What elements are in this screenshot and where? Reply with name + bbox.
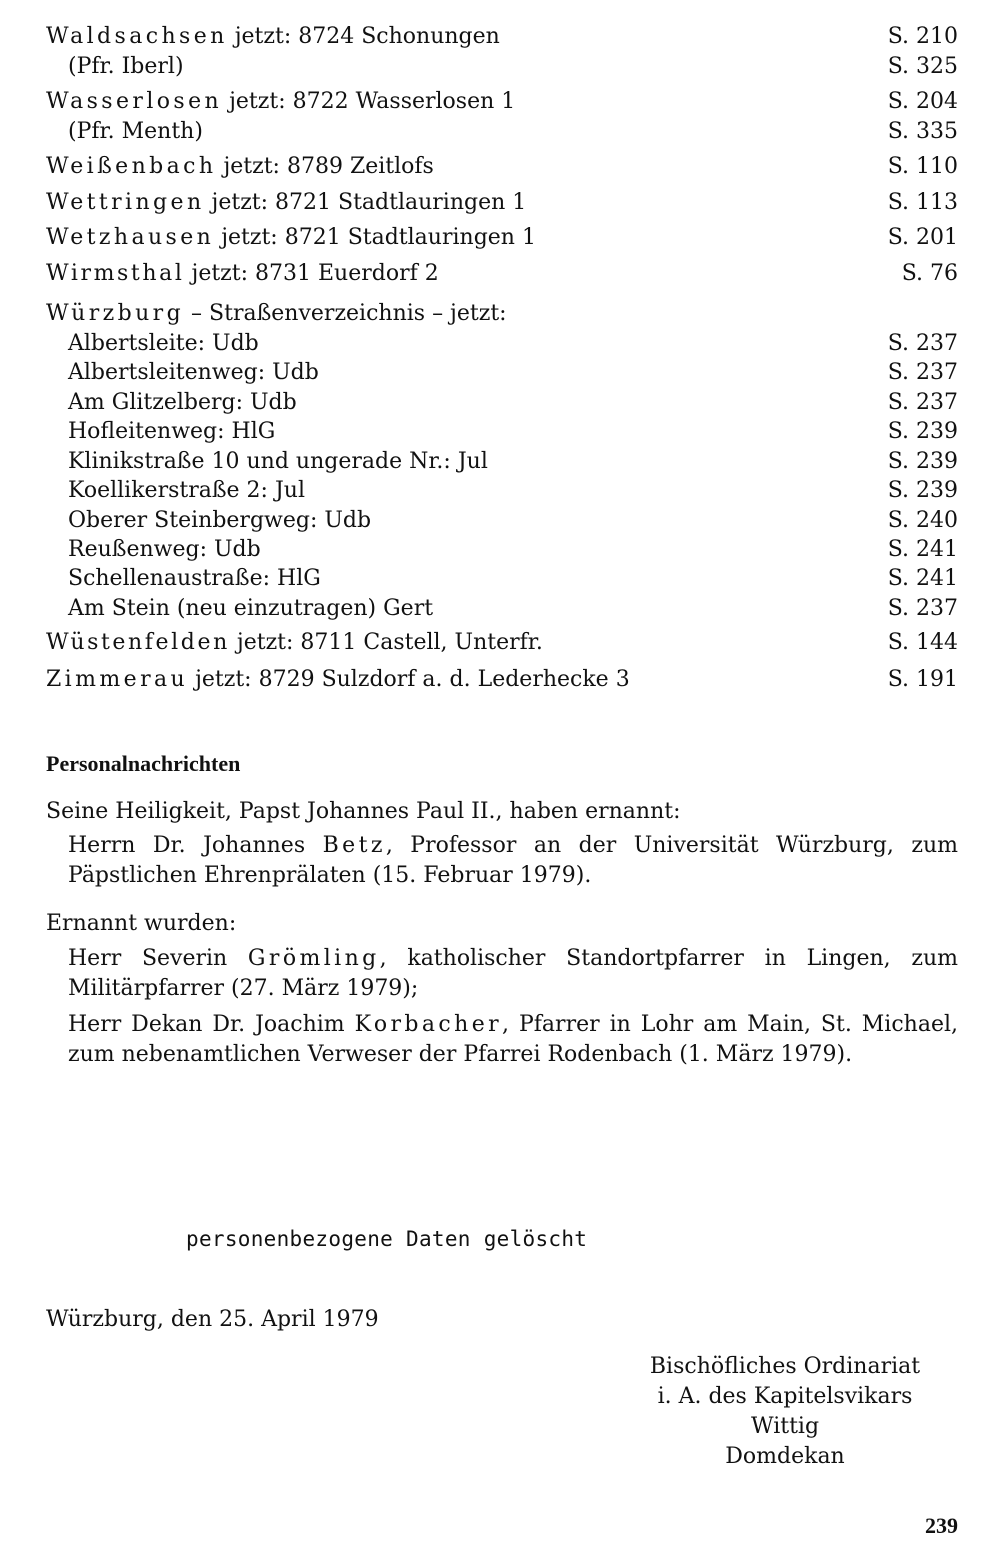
page-reference: S. 144 [887, 630, 958, 655]
appointments-intro: Ernannt wurden: [46, 911, 237, 936]
index-row [68, 476, 958, 506]
appointment-korbacher: Herr Dekan Dr. Joachim Korbacher, Pfarrer in Lohr am Main, St. Michael, zum nebenamtlichen Verweser der Pfarrei Rodenbach (1. März 1979). [68, 1012, 958, 1067]
index-row [68, 564, 958, 594]
page-reference: S. 113 [887, 190, 958, 215]
index-entry: Zimmerau jetzt: 8729 Sulzdorf a. d. Lederhecke 3 [46, 667, 630, 692]
index-entry: Am Glitzelberg: Udb [68, 390, 297, 415]
page-reference: S. 237 [887, 390, 958, 415]
index-row [46, 223, 958, 253]
index-entry: (Pfr. Iberl) [68, 54, 184, 79]
index-entry: (Pfr. Menth) [68, 119, 203, 144]
index-entry: Oberer Steinbergweg: Udb [68, 508, 372, 533]
index-entry: Wetzhausen jetzt: 8721 Stadtlauringen 1 [46, 225, 536, 250]
index-row [68, 52, 958, 82]
index-row [46, 299, 958, 329]
index-row [68, 117, 958, 147]
page-reference: S. 335 [887, 119, 958, 144]
page-number: 239 [925, 1513, 958, 1538]
index-row [46, 152, 958, 182]
index-entry: Waldsachsen jetzt: 8724 Schonungen [46, 24, 500, 49]
appointment-groemling: Herr Severin Grömling, katholischer Standortpfarrer in Lingen, zum Militärpfarrer (27. März 1979); [68, 946, 958, 1001]
index-entry: Reußenweg: Udb [68, 537, 261, 562]
page-reference: S. 110 [887, 154, 958, 179]
page-reference: S. 241 [887, 537, 958, 562]
page-reference: S. 237 [887, 360, 958, 385]
index-entry: Wasserlosen jetzt: 8722 Wasserlosen 1 [46, 89, 516, 114]
redaction-note: personenbezogene Daten gelöscht [186, 1227, 588, 1251]
page-reference: S. 239 [887, 478, 958, 503]
index-entry: Schellenaustraße: HlG [68, 566, 321, 591]
index-row [68, 358, 958, 388]
signature-line: i. A. des Kapitelsvikars [657, 1384, 913, 1409]
signature-line: Bischöfliches Ordinariat [649, 1354, 921, 1379]
signature-line: Wittig [750, 1414, 820, 1439]
index-entry: Wettringen jetzt: 8721 Stadtlauringen 1 [46, 190, 527, 215]
dateline: Würzburg, den 25. April 1979 [46, 1307, 379, 1332]
page-reference: S. 76 [901, 261, 958, 286]
index-row [68, 594, 958, 624]
page-reference: S. 237 [887, 596, 958, 621]
index-row [68, 417, 958, 447]
index-entry: Am Stein (neu einzutragen) Gert [68, 596, 434, 621]
page-reference: S. 210 [887, 24, 958, 49]
index-row [68, 506, 958, 536]
signature-line: Domdekan [725, 1444, 845, 1469]
index-row [68, 535, 958, 565]
index-row [68, 388, 958, 418]
index-row [68, 447, 958, 477]
index-row [46, 665, 958, 695]
index-entry: Hofleitenweg: HlG [68, 419, 276, 444]
index-row [46, 188, 958, 218]
signature-block [620, 1352, 950, 1472]
papal-appointment-intro: Seine Heiligkeit, Papst Johannes Paul II., haben ernannt: [46, 799, 681, 824]
index-row [46, 628, 958, 658]
page-reference: S. 239 [887, 419, 958, 444]
page-reference: S. 237 [887, 331, 958, 356]
page-reference: S. 325 [887, 54, 958, 79]
page-reference: S. 239 [887, 449, 958, 474]
index-row [68, 329, 958, 359]
section-heading: Personalnachrichten [46, 751, 241, 776]
index-entry: Koellikerstraße 2: Jul [68, 478, 305, 503]
appointment-betz: Herrn Dr. Johannes Betz, Professor an der Universität Würzburg, zum Päpstlichen Ehrenprälaten (15. Februar 1979). [68, 833, 958, 888]
page-reference: S. 191 [887, 667, 958, 692]
index-entry: Weißenbach jetzt: 8789 Zeitlofs [46, 154, 434, 179]
index-row [46, 259, 958, 289]
index-entry: Klinikstraße 10 und ungerade Nr.: Jul [68, 449, 488, 474]
page-reference: S. 240 [887, 508, 958, 533]
page-reference: S. 241 [887, 566, 958, 591]
page-reference: S. 204 [887, 89, 958, 114]
index-entry: Wüstenfelden jetzt: 8711 Castell, Unterfr. [46, 630, 543, 655]
index-entry: Albertsleite: Udb [68, 331, 259, 356]
index-entry: Wirmsthal jetzt: 8731 Euerdorf 2 [46, 261, 439, 286]
page-reference: S. 201 [887, 225, 958, 250]
index-entry: Würzburg – Straßenverzeichnis – jetzt: [46, 301, 507, 326]
index-row [46, 87, 958, 117]
index-entry: Albertsleitenweg: Udb [68, 360, 319, 385]
index-row [46, 22, 958, 52]
